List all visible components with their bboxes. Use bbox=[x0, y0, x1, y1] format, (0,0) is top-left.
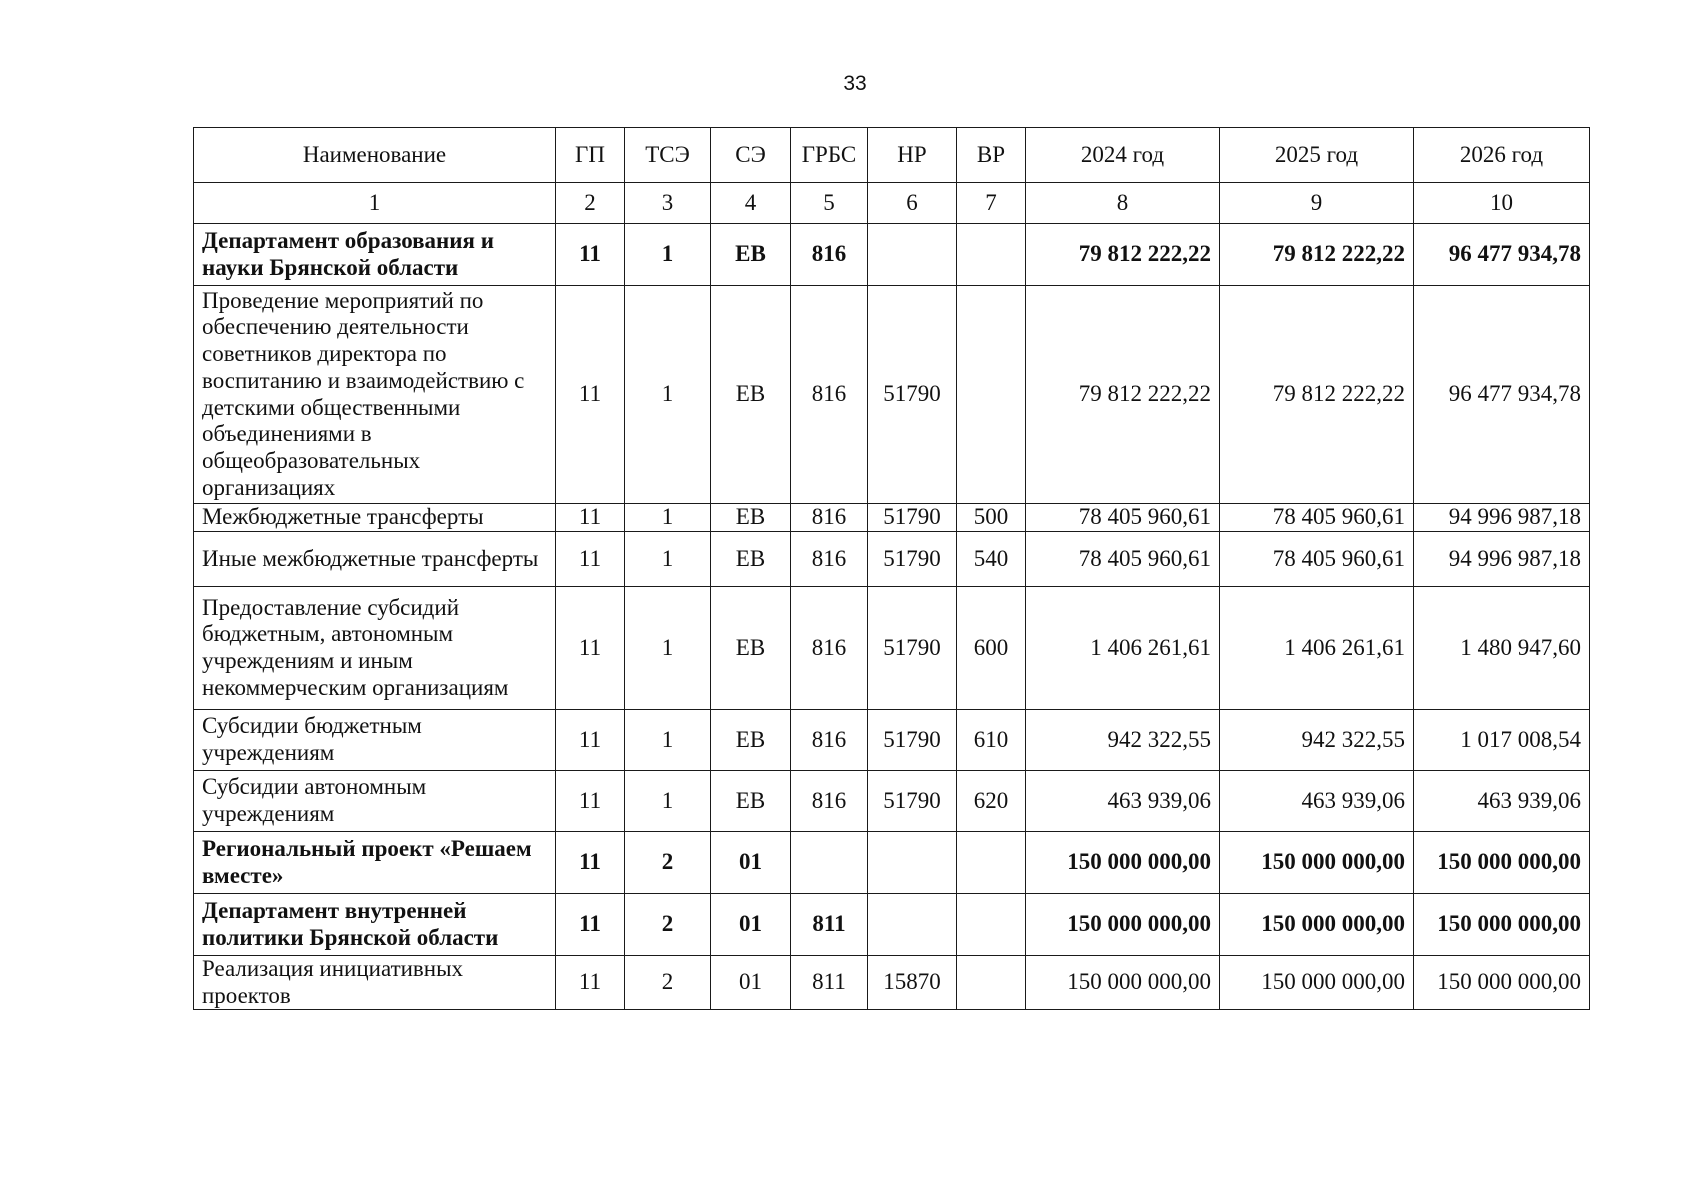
gp-cell: 11 bbox=[556, 771, 625, 832]
header-cell: 2024 год bbox=[1026, 128, 1220, 183]
table-row bbox=[194, 286, 1590, 504]
nr-cell: 51790 bbox=[868, 532, 957, 587]
row-name: Иные межбюджетные трансферты bbox=[194, 532, 556, 587]
header-cell: ГРБС bbox=[791, 128, 868, 183]
amount-2026-cell: 463 939,06 bbox=[1414, 771, 1590, 832]
row-name: Субсидии автономным учреждениям bbox=[194, 771, 556, 832]
amount-2026-cell: 150 000 000,00 bbox=[1414, 894, 1590, 956]
tse-cell: 1 bbox=[625, 504, 711, 532]
tse-cell: 1 bbox=[625, 286, 711, 504]
amount-2025-cell: 78 405 960,61 bbox=[1220, 532, 1414, 587]
amount-2024-cell: 78 405 960,61 bbox=[1026, 504, 1220, 532]
row-name: Реализация инициативных проектов bbox=[194, 956, 556, 1010]
table-row bbox=[194, 587, 1590, 710]
row-name: Предоставление субсидий бюджетным, автономным учреждениям и иным некоммерческим организациям bbox=[194, 587, 556, 710]
amount-2025-cell: 150 000 000,00 bbox=[1220, 832, 1414, 894]
column-number-cell: 6 bbox=[868, 183, 957, 224]
se-cell: ЕВ bbox=[711, 587, 791, 710]
nr-cell bbox=[868, 894, 957, 956]
header-cell: СЭ bbox=[711, 128, 791, 183]
amount-2024-cell: 463 939,06 bbox=[1026, 771, 1220, 832]
budget-table bbox=[193, 127, 1590, 1010]
amount-2024-cell: 79 812 222,22 bbox=[1026, 224, 1220, 286]
se-cell: ЕВ bbox=[711, 224, 791, 286]
header-cell: НР bbox=[868, 128, 957, 183]
vr-cell: 540 bbox=[957, 532, 1026, 587]
vr-cell: 500 bbox=[957, 504, 1026, 532]
se-cell: 01 bbox=[711, 956, 791, 1010]
grbs-cell bbox=[791, 832, 868, 894]
row-name: Проведение мероприятий по обеспечению деятельности советников директора по воспитанию и взаимодействию с детскими общественными объединениями в общеобразовательных организациях bbox=[194, 286, 556, 504]
column-number-row bbox=[194, 183, 1590, 224]
header-cell: 2025 год bbox=[1220, 128, 1414, 183]
table-row bbox=[194, 224, 1590, 286]
vr-cell bbox=[957, 224, 1026, 286]
amount-2025-cell: 942 322,55 bbox=[1220, 710, 1414, 771]
vr-cell bbox=[957, 832, 1026, 894]
gp-cell: 11 bbox=[556, 286, 625, 504]
amount-2024-cell: 150 000 000,00 bbox=[1026, 894, 1220, 956]
tse-cell: 2 bbox=[625, 956, 711, 1010]
gp-cell: 11 bbox=[556, 532, 625, 587]
amount-2025-cell: 78 405 960,61 bbox=[1220, 504, 1414, 532]
amount-2026-cell: 94 996 987,18 bbox=[1414, 504, 1590, 532]
se-cell: ЕВ bbox=[711, 286, 791, 504]
table-row bbox=[194, 504, 1590, 532]
se-cell: ЕВ bbox=[711, 710, 791, 771]
se-cell: 01 bbox=[711, 894, 791, 956]
se-cell: ЕВ bbox=[711, 504, 791, 532]
amount-2025-cell: 79 812 222,22 bbox=[1220, 224, 1414, 286]
gp-cell: 11 bbox=[556, 224, 625, 286]
amount-2024-cell: 942 322,55 bbox=[1026, 710, 1220, 771]
amount-2026-cell: 94 996 987,18 bbox=[1414, 532, 1590, 587]
vr-cell bbox=[957, 286, 1026, 504]
amount-2026-cell: 150 000 000,00 bbox=[1414, 956, 1590, 1010]
header-cell: ВР bbox=[957, 128, 1026, 183]
grbs-cell: 816 bbox=[791, 771, 868, 832]
tse-cell: 1 bbox=[625, 771, 711, 832]
se-cell: ЕВ bbox=[711, 532, 791, 587]
amount-2026-cell: 1 480 947,60 bbox=[1414, 587, 1590, 710]
grbs-cell: 811 bbox=[791, 956, 868, 1010]
gp-cell: 11 bbox=[556, 710, 625, 771]
vr-cell bbox=[957, 894, 1026, 956]
table-row bbox=[194, 956, 1590, 1010]
amount-2024-cell: 150 000 000,00 bbox=[1026, 832, 1220, 894]
nr-cell bbox=[868, 832, 957, 894]
row-name: Региональный проект «Решаем вместе» bbox=[194, 832, 556, 894]
amount-2025-cell: 463 939,06 bbox=[1220, 771, 1414, 832]
vr-cell: 600 bbox=[957, 587, 1026, 710]
grbs-cell: 816 bbox=[791, 224, 868, 286]
table-row bbox=[194, 771, 1590, 832]
amount-2026-cell: 1 017 008,54 bbox=[1414, 710, 1590, 771]
grbs-cell: 816 bbox=[791, 710, 868, 771]
row-name: Департамент образования и науки Брянской области bbox=[194, 224, 556, 286]
amount-2024-cell: 150 000 000,00 bbox=[1026, 956, 1220, 1010]
grbs-cell: 816 bbox=[791, 286, 868, 504]
header-cell: 2026 год bbox=[1414, 128, 1590, 183]
row-name: Межбюджетные трансферты bbox=[194, 504, 556, 532]
vr-cell bbox=[957, 956, 1026, 1010]
page-number: 33 bbox=[843, 72, 867, 95]
se-cell: 01 bbox=[711, 832, 791, 894]
tse-cell: 1 bbox=[625, 532, 711, 587]
tse-cell: 1 bbox=[625, 224, 711, 286]
column-number-cell: 2 bbox=[556, 183, 625, 224]
nr-cell: 15870 bbox=[868, 956, 957, 1010]
se-cell: ЕВ bbox=[711, 771, 791, 832]
column-number-cell: 4 bbox=[711, 183, 791, 224]
amount-2026-cell: 150 000 000,00 bbox=[1414, 832, 1590, 894]
amount-2024-cell: 1 406 261,61 bbox=[1026, 587, 1220, 710]
gp-cell: 11 bbox=[556, 504, 625, 532]
column-number-cell: 8 bbox=[1026, 183, 1220, 224]
gp-cell: 11 bbox=[556, 587, 625, 710]
nr-cell: 51790 bbox=[868, 504, 957, 532]
grbs-cell: 816 bbox=[791, 504, 868, 532]
amount-2026-cell: 96 477 934,78 bbox=[1414, 286, 1590, 504]
nr-cell: 51790 bbox=[868, 587, 957, 710]
column-number-cell: 5 bbox=[791, 183, 868, 224]
gp-cell: 11 bbox=[556, 894, 625, 956]
header-cell: Наименование bbox=[194, 128, 556, 183]
nr-cell: 51790 bbox=[868, 710, 957, 771]
column-number-cell: 1 bbox=[194, 183, 556, 224]
amount-2024-cell: 78 405 960,61 bbox=[1026, 532, 1220, 587]
column-number-cell: 3 bbox=[625, 183, 711, 224]
amount-2024-cell: 79 812 222,22 bbox=[1026, 286, 1220, 504]
table-row bbox=[194, 832, 1590, 894]
row-name: Субсидии бюджетным учреждениям bbox=[194, 710, 556, 771]
tse-cell: 2 bbox=[625, 894, 711, 956]
grbs-cell: 816 bbox=[791, 587, 868, 710]
amount-2025-cell: 150 000 000,00 bbox=[1220, 956, 1414, 1010]
table-row bbox=[194, 894, 1590, 956]
grbs-cell: 811 bbox=[791, 894, 868, 956]
amount-2025-cell: 79 812 222,22 bbox=[1220, 286, 1414, 504]
tse-cell: 1 bbox=[625, 587, 711, 710]
vr-cell: 620 bbox=[957, 771, 1026, 832]
table-row bbox=[194, 710, 1590, 771]
table-row bbox=[194, 532, 1590, 587]
nr-cell: 51790 bbox=[868, 771, 957, 832]
vr-cell: 610 bbox=[957, 710, 1026, 771]
header-row bbox=[194, 128, 1590, 183]
header-cell: ТСЭ bbox=[625, 128, 711, 183]
grbs-cell: 816 bbox=[791, 532, 868, 587]
amount-2025-cell: 1 406 261,61 bbox=[1220, 587, 1414, 710]
row-name: Департамент внутренней политики Брянской области bbox=[194, 894, 556, 956]
header-cell: ГП bbox=[556, 128, 625, 183]
nr-cell: 51790 bbox=[868, 286, 957, 504]
amount-2025-cell: 150 000 000,00 bbox=[1220, 894, 1414, 956]
column-number-cell: 7 bbox=[957, 183, 1026, 224]
nr-cell bbox=[868, 224, 957, 286]
tse-cell: 1 bbox=[625, 710, 711, 771]
tse-cell: 2 bbox=[625, 832, 711, 894]
gp-cell: 11 bbox=[556, 956, 625, 1010]
gp-cell: 11 bbox=[556, 832, 625, 894]
amount-2026-cell: 96 477 934,78 bbox=[1414, 224, 1590, 286]
column-number-cell: 9 bbox=[1220, 183, 1414, 224]
column-number-cell: 10 bbox=[1414, 183, 1590, 224]
